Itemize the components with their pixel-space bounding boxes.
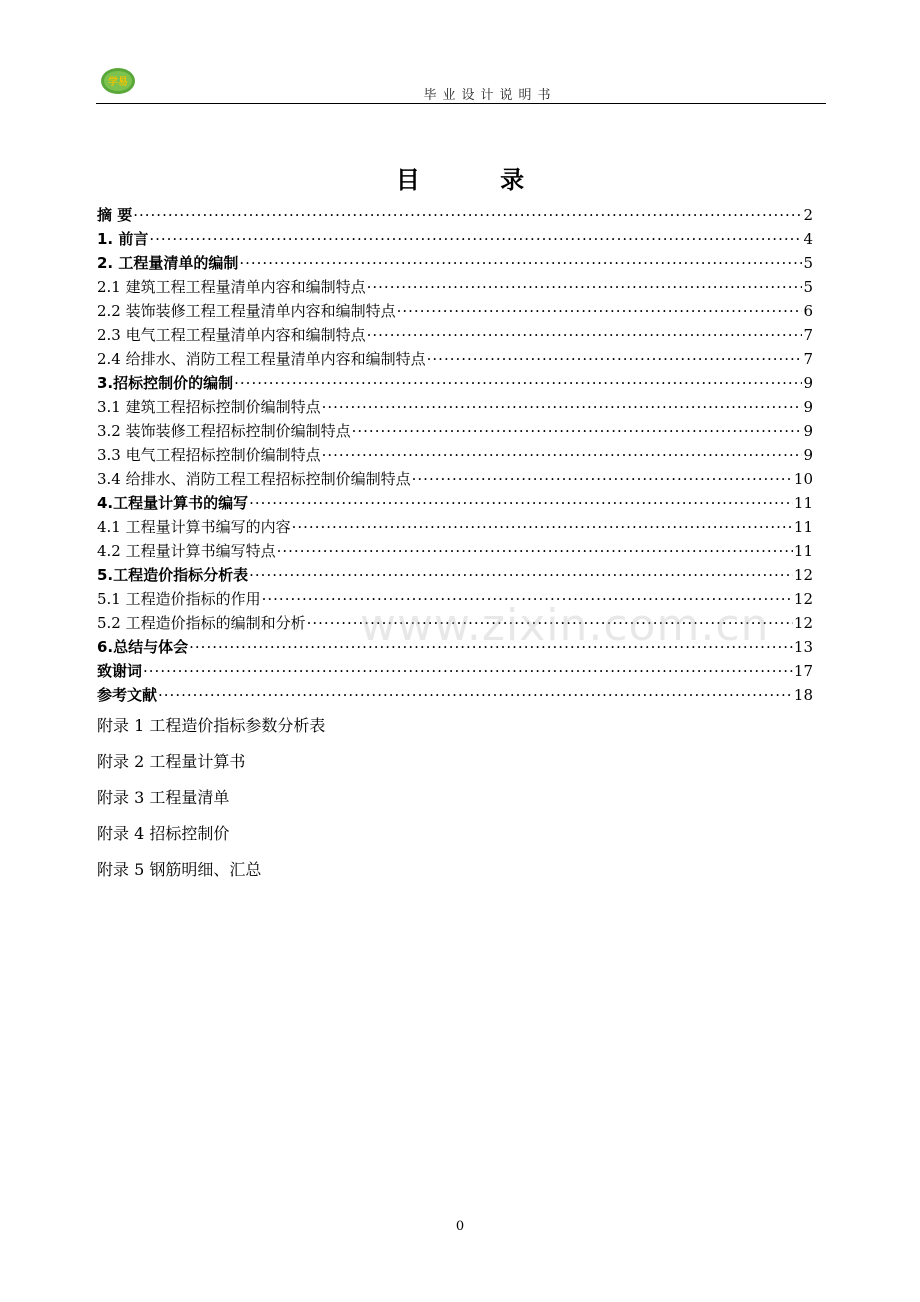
toc-entry-label: 5.2 工程造价指标的编制和分析 [97,614,306,632]
toc-entry-page: 7 [803,350,813,368]
appendix-item: 附录 4 招标控制价 [97,824,230,843]
toc-leader-dots [352,419,803,443]
toc-entry-page: 9 [803,398,813,416]
toc-leader-dots [149,227,802,251]
toc-title: 目 录 [395,166,561,194]
toc-entry[interactable] [97,491,813,515]
toc-entry-page: 13 [793,638,813,656]
toc-entry-page: 9 [803,446,813,464]
toc-leader-dots [277,539,793,563]
toc-entry-page: 10 [793,470,813,488]
toc-leader-dots [427,347,803,371]
toc-entry[interactable] [97,419,813,443]
toc-entry[interactable] [97,203,813,227]
toc-leader-dots [133,203,802,227]
toc-entry-page: 7 [803,326,813,344]
toc-entry-page: 11 [793,542,813,560]
header-title: 毕业设计说明书 [423,88,557,103]
toc-entry-page: 5 [803,254,813,272]
appendix-item: 附录 5 钢筋明细、汇总 [97,860,262,879]
toc-entry-page: 9 [803,374,813,392]
toc-entry-label: 3.1 建筑工程招标控制价编制特点 [97,398,321,416]
toc-leader-dots [143,659,793,683]
toc-entry-label: 5.1 工程造价指标的作用 [97,590,261,608]
toc-leader-dots [158,683,793,707]
toc-entry-label: 2.2 装饰装修工程工程量清单内容和编制特点 [97,302,396,320]
appendix-item: 附录 2 工程量计算书 [97,752,246,771]
toc-entry-label: 4.工程量计算书的编写 [97,494,249,512]
toc-entry[interactable] [97,683,813,707]
toc-entry[interactable] [97,347,813,371]
toc-entry-label: 2.4 给排水、消防工程工程量清单内容和编制特点 [97,350,426,368]
toc-leader-dots [367,275,803,299]
toc-entry-page: 4 [803,230,813,248]
page-number: 0 [455,1219,465,1234]
watermark: www.zixin.com.cn [360,600,770,651]
toc-entry-label: 3.2 装饰装修工程招标控制价编制特点 [97,422,351,440]
toc-entry-label: 3.3 电气工程招标控制价编制特点 [97,446,321,464]
toc-entry-page: 11 [793,518,813,536]
toc-entry-page: 2 [803,206,813,224]
toc-entry-label: 致谢词 [97,662,143,680]
toc-entry-label: 2.3 电气工程工程量清单内容和编制特点 [97,326,366,344]
toc-entry-label: 4.1 工程量计算书编写的内容 [97,518,291,536]
toc-entry[interactable] [97,299,813,323]
appendix-item: 附录 1 工程造价指标参数分析表 [97,716,326,735]
header-rule [96,103,826,104]
toc-entry-label: 2. 工程量清单的编制 [97,254,239,272]
toc-entry[interactable] [97,275,813,299]
toc-entry[interactable] [97,515,813,539]
toc-leader-dots [292,515,793,539]
toc-entry-page: 11 [793,494,813,512]
appendix-list [97,712,697,892]
toc-entry-label: 1. 前言 [97,230,149,248]
toc-leader-dots [322,443,803,467]
toc-entry-page: 5 [803,278,813,296]
toc-leader-dots [249,491,793,515]
toc-leader-dots [239,251,802,275]
toc-entry-page: 18 [793,686,813,704]
logo-icon [100,66,136,96]
toc-leader-dots [249,563,793,587]
toc-leader-dots [322,395,803,419]
toc-entry[interactable] [97,323,813,347]
toc-entry-label: 6.总结与体会 [97,638,189,656]
toc-leader-dots [412,467,793,491]
toc-entry[interactable] [97,227,813,251]
toc-entry[interactable] [97,371,813,395]
toc-entry-page: 12 [793,566,813,584]
toc-entry[interactable] [97,539,813,563]
toc-entry-label: 摘 要 [97,206,133,224]
toc-leader-dots [397,299,803,323]
toc-entry-page: 6 [803,302,813,320]
toc-entry[interactable] [97,395,813,419]
toc-entry-page: 9 [803,422,813,440]
toc-entry-label: 2.1 建筑工程工程量清单内容和编制特点 [97,278,366,296]
appendix-item: 附录 3 工程量清单 [97,788,230,807]
toc-entry[interactable] [97,251,813,275]
toc-entry-label: 参考文献 [97,686,158,704]
toc-entry-label: 5.工程造价指标分析表 [97,566,249,584]
logo-text: 学易 [108,77,128,88]
toc-entry[interactable] [97,659,813,683]
toc-entry-label: 3.招标控制价的编制 [97,374,234,392]
toc-entry-page: 12 [793,590,813,608]
toc-entry-page: 12 [793,614,813,632]
toc-leader-dots [234,371,802,395]
toc-entry[interactable] [97,563,813,587]
toc-entry[interactable] [97,467,813,491]
toc-entry-label: 4.2 工程量计算书编写特点 [97,542,276,560]
toc-leader-dots [367,323,803,347]
toc-entry[interactable] [97,443,813,467]
toc-entry-page: 17 [793,662,813,680]
toc-entry-label: 3.4 给排水、消防工程工程招标控制价编制特点 [97,470,411,488]
